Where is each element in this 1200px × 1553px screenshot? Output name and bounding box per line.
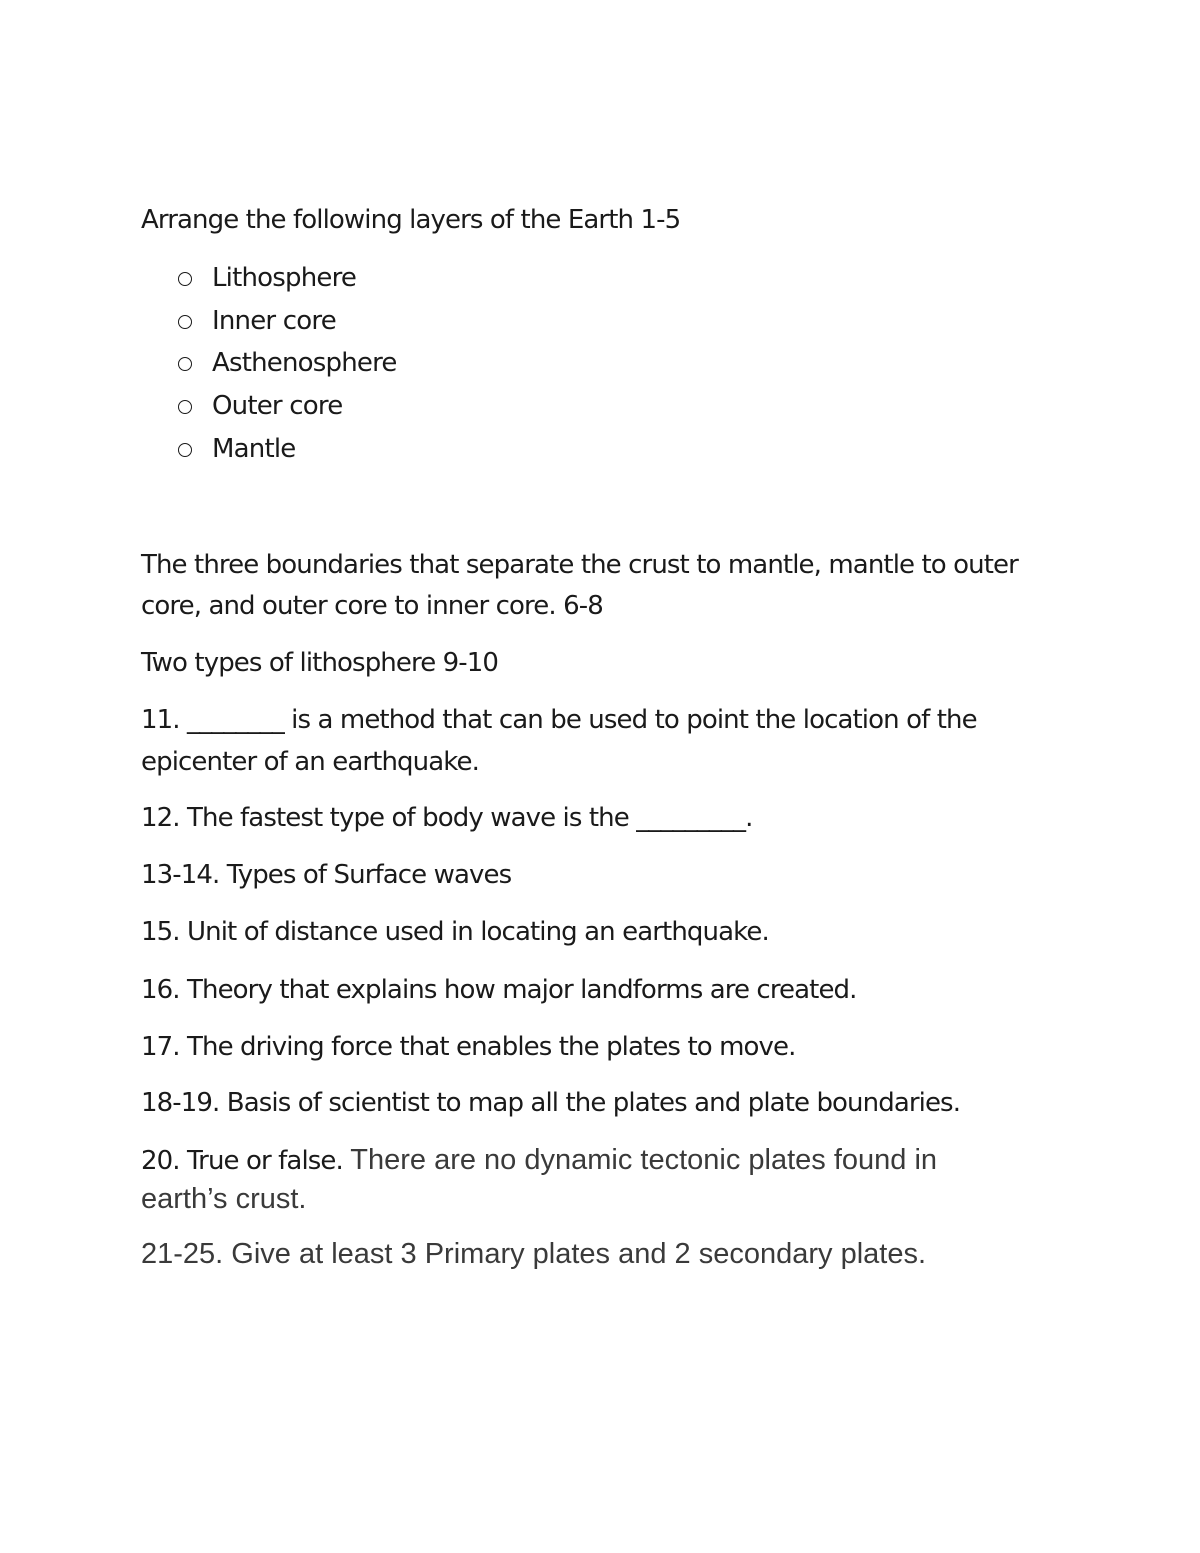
layer-item: Lithosphere bbox=[212, 263, 357, 293]
question-17: 17. The driving force that enables the plates to move. bbox=[141, 1032, 796, 1062]
bullet-circle-icon bbox=[178, 272, 192, 286]
boundaries-question-line-2: core, and outer core to inner core. 6-8 bbox=[141, 591, 603, 621]
layers-question: Arrange the following layers of the Earth 1-5 bbox=[141, 205, 681, 235]
layer-item: Inner core bbox=[212, 306, 336, 336]
bullet-circle-icon bbox=[178, 400, 192, 414]
question-11-line-2: epicenter of an earthquake. bbox=[141, 747, 479, 777]
question-20-prefix: 20. True or false. bbox=[141, 1146, 343, 1176]
question-20-line-2: earth’s crust. bbox=[141, 1183, 307, 1215]
bullet-circle-icon bbox=[178, 357, 192, 371]
question-11-line-1: 11. ________ is a method that can be used to point the location of the bbox=[141, 705, 977, 735]
question-21-25: 21-25. Give at least 3 Primary plates and 2 secondary plates. bbox=[141, 1238, 927, 1270]
question-12: 12. The fastest type of body wave is the _________. bbox=[141, 803, 753, 833]
question-15: 15. Unit of distance used in locating an earthquake. bbox=[141, 917, 769, 947]
layer-item: Asthenosphere bbox=[212, 348, 397, 378]
layer-item: Outer core bbox=[212, 391, 343, 421]
bullet-circle-icon bbox=[178, 443, 192, 457]
question-20-line-1 bbox=[141, 1140, 937, 1181]
question-13-14: 13-14. Types of Surface waves bbox=[141, 860, 512, 890]
bullet-circle-icon bbox=[178, 315, 192, 329]
lithosphere-question: Two types of lithosphere 9-10 bbox=[141, 648, 499, 678]
question-20-statement: There are no dynamic tectonic plates found in bbox=[350, 1144, 938, 1176]
boundaries-question-line-1: The three boundaries that separate the crust to mantle, mantle to outer bbox=[141, 550, 1018, 580]
question-16: 16. Theory that explains how major landforms are created. bbox=[141, 975, 857, 1005]
layer-item: Mantle bbox=[212, 434, 296, 464]
question-18-19: 18-19. Basis of scientist to map all the plates and plate boundaries. bbox=[141, 1088, 961, 1118]
